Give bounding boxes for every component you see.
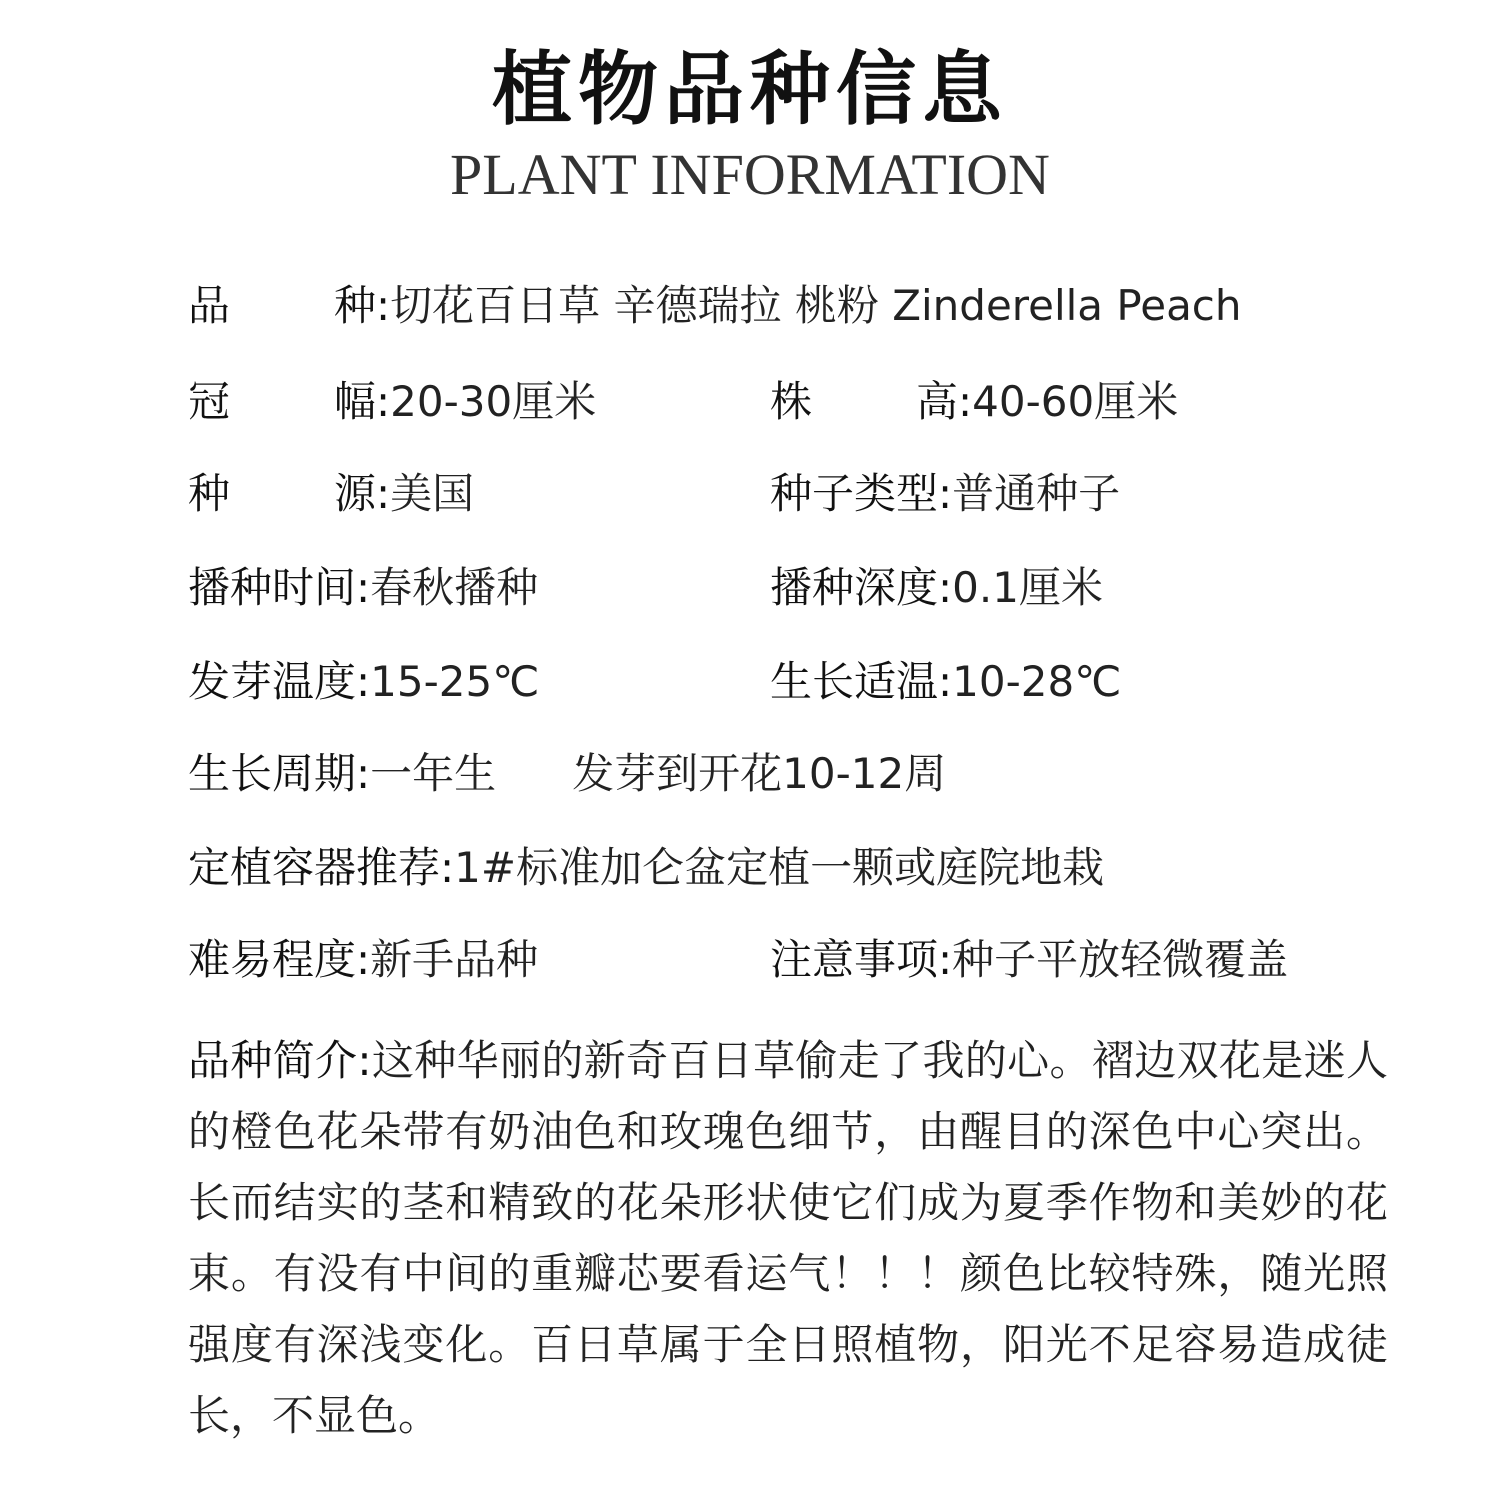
- difficulty-row: [188, 932, 538, 988]
- sow-time-value: 春秋播种: [370, 563, 539, 612]
- sow-time-label: 播种时间:: [188, 563, 371, 612]
- height-row: [770, 374, 1178, 430]
- variety-label-a: 品: [188, 281, 231, 330]
- description: [188, 1025, 1388, 1451]
- crown-label-a: 冠: [188, 377, 231, 426]
- origin-label-a: 种: [188, 469, 231, 518]
- notes-row: [770, 932, 1288, 988]
- cycle-label: 生长周期:: [188, 749, 371, 798]
- crown-label-b: 幅:: [334, 377, 391, 426]
- cycle-value: 一年生: [370, 749, 497, 798]
- origin-row: [188, 466, 474, 522]
- container-row: [188, 840, 1104, 896]
- sow-time-row: [188, 560, 538, 616]
- sow-depth-row: [770, 560, 1103, 616]
- crown-row: [188, 374, 596, 430]
- variety-row: [188, 278, 1242, 334]
- notes-value: 种子平放轻微覆盖: [952, 935, 1289, 984]
- germ-temp-label: 发芽温度:: [188, 657, 371, 706]
- variety-label-b: 种:: [334, 281, 391, 330]
- origin-value: 美国: [390, 469, 475, 518]
- germ-temp-row: [188, 654, 539, 710]
- grow-temp-label: 生长适温:: [770, 657, 953, 706]
- grow-temp-value: 10-28℃: [952, 657, 1122, 706]
- germ-temp-value: 15-25℃: [370, 657, 540, 706]
- description-text: 这种华丽的新奇百日草偷走了我的心。褶边双花是迷人的橙色花朵带有奶油色和玫瑰色细节，由醒目的深色中心突出。长而结实的茎和精致的花朵形状使它们成为夏季作物和美妙的花束。有没有中间的重瓣芯要看运气！！！颜色比较特殊，随光照强度有深浅变化。百日草属于全日照植物，阳光不足容易造成徒长，不显色。: [188, 1036, 1388, 1440]
- notes-label: 注意事项:: [770, 935, 953, 984]
- seed-type-label: 种子类型:: [770, 469, 953, 518]
- container-label: 定植容器推荐:: [188, 843, 455, 892]
- page-subtitle: PLANT INFORMATION: [450, 142, 1050, 207]
- height-label-a: 株: [770, 377, 813, 426]
- cycle-row: [188, 746, 946, 802]
- description-label: 品种简介:: [188, 1036, 372, 1085]
- container-value: 1#标准加仑盆定植一颗或庭院地栽: [454, 843, 1105, 892]
- origin-label-b: 源:: [334, 469, 391, 518]
- sow-depth-label: 播种深度:: [770, 563, 953, 612]
- page-title: 植物品种信息: [492, 43, 1008, 136]
- grow-temp-row: [770, 654, 1121, 710]
- difficulty-label: 难易程度:: [188, 935, 371, 984]
- seed-type-row: [770, 466, 1120, 522]
- difficulty-value: 新手品种: [370, 935, 539, 984]
- variety-value: 切花百日草 辛德瑞拉 桃粉 Zinderella Peach: [390, 281, 1242, 330]
- cycle-value-2: 发芽到开花10-12周: [572, 749, 947, 798]
- height-label-b: 高:: [916, 377, 973, 426]
- sow-depth-value: 0.1厘米: [952, 563, 1103, 612]
- crown-value: 20-30厘米: [390, 377, 597, 426]
- seed-type-value: 普通种子: [952, 469, 1121, 518]
- height-value: 40-60厘米: [972, 377, 1179, 426]
